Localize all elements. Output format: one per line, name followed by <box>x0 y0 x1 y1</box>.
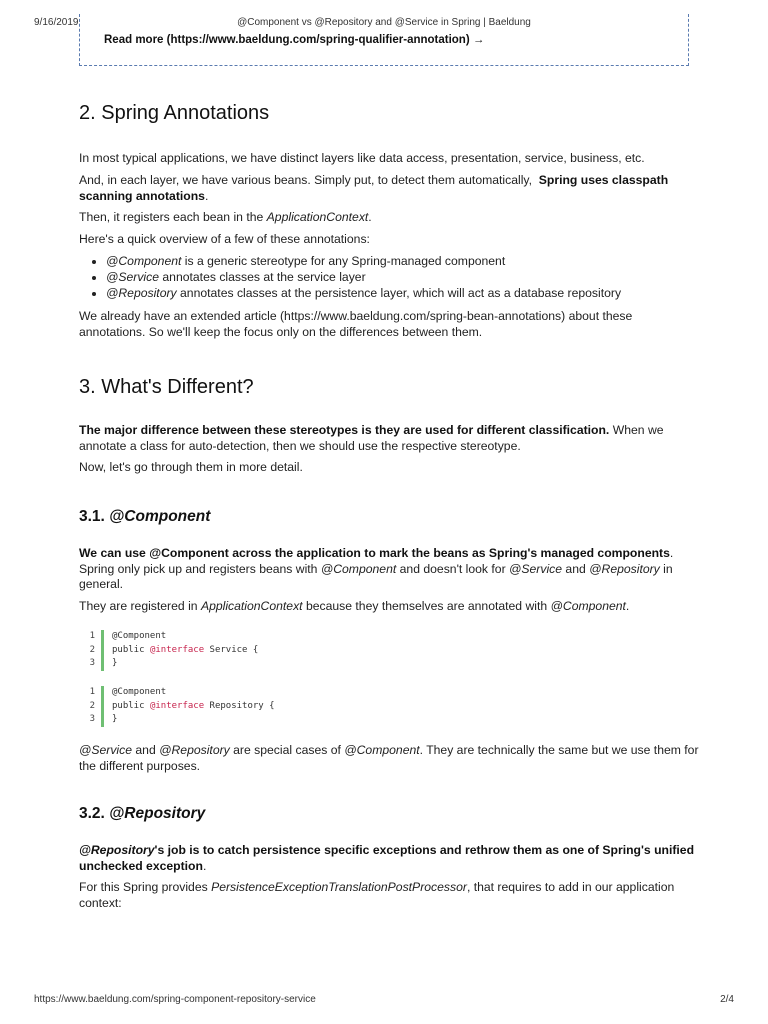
section-3-2-paragraph-2 <box>79 880 699 911</box>
section-3-1-paragraph-3 <box>79 743 699 774</box>
paragraph-text: are special cases of <box>229 743 345 757</box>
code-text: } <box>112 714 118 724</box>
section-2-paragraph-1: In most typical applications, we have distinct layers like data access, presentation, service, business, etc. <box>79 151 645 165</box>
paragraph-italic: ApplicationContext <box>200 599 303 613</box>
code-line <box>87 700 275 714</box>
print-title: @Component vs @Repository and @Service in Spring | Baeldung <box>237 17 531 28</box>
heading-annotation: @Repository <box>109 805 206 822</box>
line-number: 3 <box>89 658 95 668</box>
code-block-service <box>87 630 258 671</box>
line-number: 1 <box>89 687 95 697</box>
code-gutter-bar <box>101 630 104 644</box>
paragraph-italic: ApplicationContext <box>266 210 369 224</box>
paragraph-text: When we annotate a class for auto-detection, then we should use the respective stereotype. <box>79 423 664 453</box>
section-3-1-paragraph-1: We can use @Component across the application to mark the beans as Spring's managed components. Spring only pick up and registers beans with @Component and doesn't look for @Service and @Repository in general. <box>79 546 674 591</box>
paragraph-italic: @Repository <box>589 561 660 576</box>
list-item-annotation: @Service <box>106 270 160 285</box>
section-3-heading: 3. What's Different? <box>79 376 254 398</box>
readmore-link[interactable]: Read more (https://www.baeldung.com/spring-qualifier-annotation) → <box>104 34 485 46</box>
paragraph-text: Spring only pick up and registers beans with <box>79 561 321 576</box>
list-item <box>106 269 706 285</box>
code-text: } <box>112 658 118 668</box>
paragraph-bold-italic: @Repository <box>79 843 155 857</box>
paragraph-bold: Spring uses classpath scanning annotations <box>79 173 669 203</box>
paragraph-text: , that requires to add in our application context: <box>79 880 675 910</box>
code-line <box>87 644 258 658</box>
code-gutter-bar <box>101 713 104 727</box>
code-line <box>87 686 275 700</box>
section-3-paragraph-2: Now, let's go through them in more detail. <box>79 460 303 474</box>
print-date: 9/16/2019 <box>34 17 79 28</box>
paragraph-text: They are registered in <box>79 599 201 613</box>
code-line <box>87 630 258 644</box>
code-text: @Component <box>112 631 167 641</box>
section-3-1-paragraph-2: They are registered in ApplicationContext because they themselves are annotated with @Component. <box>79 599 630 613</box>
paragraph-text: and <box>562 561 590 576</box>
list-item-text: annotates classes at the service layer <box>159 270 366 285</box>
list-item <box>106 285 706 301</box>
paragraph-italic: @Service <box>79 743 133 757</box>
line-number: 2 <box>89 700 95 711</box>
paragraph-text: Then, it registers each bean in the <box>79 210 267 224</box>
section-2-paragraph-5: We already have an extended article (https://www.baeldung.com/spring-bean-annotations) about these annotations. So we'll keep the focus only on the differences between them. <box>79 309 633 339</box>
paragraph-text: in general. <box>79 561 673 591</box>
list-item-text: is a generic stereotype for any Spring-managed component <box>181 254 506 268</box>
line-number: 3 <box>89 714 95 724</box>
line-number: 2 <box>89 644 95 655</box>
section-3-paragraph-1 <box>79 423 699 454</box>
paragraph-bold: 's job is to catch persistence specific exceptions and rethrow them as one of Spring's unified unchecked exception <box>79 843 695 873</box>
paragraph-italic: @Component <box>550 599 626 613</box>
section-2-heading: 2. Spring Annotations <box>79 102 270 124</box>
code-gutter-bar <box>101 700 104 714</box>
print-url: https://www.baeldung.com/spring-component-repository-service <box>34 994 316 1005</box>
paragraph-text: and doesn't look for <box>396 561 510 576</box>
section-2-paragraph-3: Then, it registers each bean in the ApplicationContext. <box>79 210 372 224</box>
code-gutter-bar <box>101 644 104 658</box>
code-line <box>87 713 275 727</box>
code-text: @Component <box>112 687 167 697</box>
code-text: Repository { <box>204 700 275 711</box>
code-gutter-bar <box>101 686 104 700</box>
section-2-paragraph-4: Here's a quick overview of a few of these annotations: <box>79 232 370 246</box>
code-text: Service { <box>204 644 259 655</box>
page-number: 2/4 <box>720 994 734 1005</box>
annotation-list <box>79 253 706 302</box>
code-keyword: @interface <box>149 700 205 711</box>
code-text: public <box>112 644 150 655</box>
list-item-text: annotates classes at the persistence layer, which will act as a database repository <box>176 286 622 301</box>
paragraph-italic: @Component <box>344 743 420 757</box>
paragraph-italic: @Component <box>320 561 397 576</box>
code-text: public <box>112 700 150 711</box>
list-item <box>106 253 706 269</box>
list-item-annotation: @Component <box>106 254 182 268</box>
heading-number: 3.1. <box>79 508 110 525</box>
section-3-2-heading <box>79 805 205 823</box>
paragraph-text: and <box>132 743 160 757</box>
code-block-repository <box>87 686 275 727</box>
paragraph-text: because they themselves are annotated with <box>302 599 551 613</box>
section-2-paragraph-2: And, in each layer, we have various beans. Simply put, to detect them automatically, Spring uses classpath scanning annotations. <box>79 173 669 203</box>
paragraph-text: And, in each layer, we have various beans. Simply put, to detect them automatically, <box>79 173 532 187</box>
section-3-1-heading <box>79 508 210 526</box>
paragraph-bold: The major difference between these stereotypes is they are used for different classification. <box>79 423 610 437</box>
heading-annotation: @Component <box>109 508 211 525</box>
code-gutter-bar <box>101 657 104 671</box>
paragraph-bold: We can use @Component across the application to mark the beans as Spring's managed components <box>79 546 670 560</box>
section-3-2-paragraph-1: @Repository's job is to catch persistence specific exceptions and rethrow them as one of Spring's unified unchecked exception. <box>79 843 695 873</box>
code-line <box>87 657 258 671</box>
paragraph-text: . They are technically the same but we use them for the different purposes. <box>79 743 699 773</box>
code-keyword: @interface <box>149 644 205 655</box>
heading-number: 3.2. <box>79 805 110 822</box>
paragraph-italic: PersistenceExceptionTranslationPostProcessor <box>211 880 467 894</box>
list-item-annotation: @Repository <box>106 286 177 301</box>
paragraph-italic: @Service <box>509 561 563 576</box>
paragraph-text: For this Spring provides <box>79 880 212 894</box>
paragraph-italic: @Repository <box>159 743 230 757</box>
line-number: 1 <box>89 631 95 641</box>
